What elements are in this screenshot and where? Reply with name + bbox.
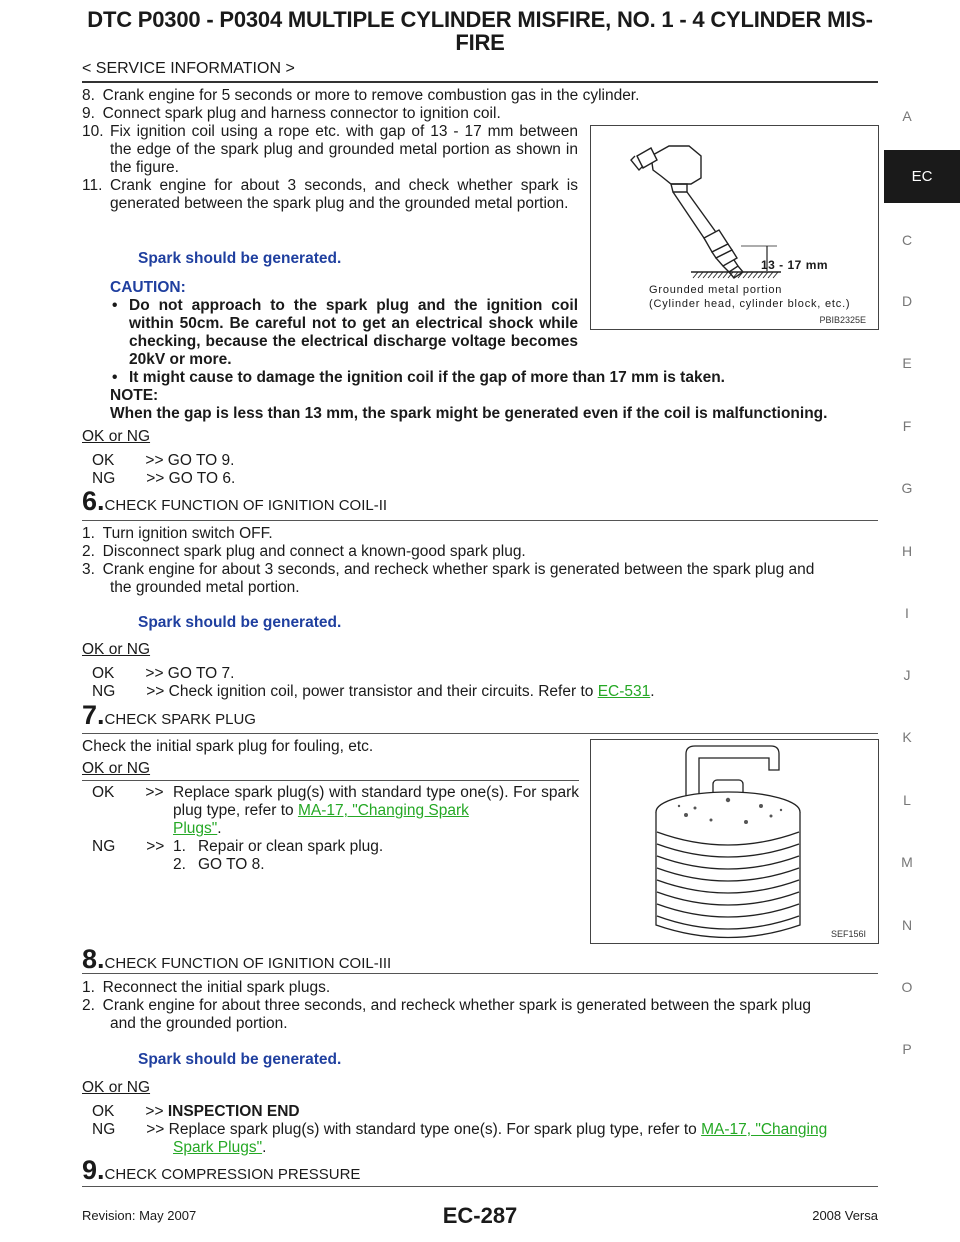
step5-caution-label: CAUTION: — [110, 279, 186, 296]
step8-ok-result — [92, 1103, 300, 1121]
step8-ok-label: OK >> — [92, 1103, 168, 1120]
step7-ok-label: OK >> — [92, 784, 164, 801]
step8-number: 8. — [82, 944, 105, 974]
step8-okng-label: OK or NG — [82, 1079, 151, 1096]
side-tab-ec-active[interactable]: EC — [884, 150, 960, 203]
step8-spark-requirement: Spark should be generated. — [138, 1051, 342, 1068]
gap-label: 13 - 17 mm — [761, 258, 829, 272]
step6-ng-result — [92, 683, 655, 701]
step9-heading — [82, 1155, 360, 1186]
page-number: EC-287 — [442, 1203, 518, 1228]
page-title — [0, 8, 960, 54]
step5-item11-num: 11. — [82, 177, 103, 194]
step9-title: CHECK COMPRESSION PRESSURE — [104, 1166, 361, 1183]
step6-item2: 2. Disconnect spark plug and connect a known-good spark plug. — [82, 543, 526, 560]
ignition-coil-figure — [590, 125, 879, 330]
step7-ng-label: NG >> — [92, 838, 165, 855]
step6-number: 6. — [82, 486, 105, 516]
step8-ng-end: . — [262, 1139, 267, 1156]
side-tab-k[interactable]: K — [902, 729, 912, 745]
step6-item1: 1. Turn ignition switch OFF. — [82, 525, 273, 542]
step5-caution1: Do not approach to the spark plug and the ignition coil within 50cm. Be careful not to get an electrical shock while checking, because the electrical discharge voltage becomes 20kV or more. — [129, 297, 578, 368]
step6-item3: 3. Crank engine for about 3 seconds, and recheck whether spark is generated between the spark plug and — [82, 561, 815, 578]
step7-heading — [82, 700, 256, 731]
figure-caption-line1: Grounded metal portion — [649, 284, 783, 296]
page-title-line1: DTC P0300 - P0304 MULTIPLE CYLINDER MISFIRE, NO. 1 - 4 CYLINDER MIS- — [87, 7, 873, 32]
step6-ng-end: . — [650, 683, 655, 700]
step5-item11: Crank engine for about 3 seconds, and check whether spark is generated between the spark plug and the grounded metal portion. — [110, 177, 578, 212]
step9-divider — [82, 1186, 878, 1187]
step5-item10: Fix ignition coil using a rope etc. with gap of 13 - 17 mm between the edge of the spark plug and grounded metal portion as shown in the figure. — [110, 123, 578, 176]
revision-date: Revision: May 2007 — [82, 1208, 197, 1223]
header-divider — [82, 81, 878, 83]
step5-note-label: NOTE: — [110, 387, 159, 404]
step9-number: 9. — [82, 1155, 105, 1185]
step7-ng-2: 2. GO TO 8. — [173, 856, 265, 873]
step6-item3-cont: the grounded metal portion. — [110, 579, 300, 596]
step6-divider — [82, 520, 878, 521]
figure-caption-line2: (Cylinder head, cylinder block, etc.) — [649, 298, 851, 310]
side-tab-e[interactable]: E — [902, 355, 912, 371]
ec-531-link[interactable]: EC-531 — [597, 683, 651, 700]
step8-heading — [82, 944, 391, 975]
step6-ok-result: OK >> GO TO 7. — [92, 665, 235, 682]
step7-ok-desc: Replace spark plug(s) with standard type one(s). For spark plug type, refer to — [173, 784, 579, 819]
step5-item9: 9. Connect spark plug and harness connector to ignition coil. — [82, 105, 501, 122]
step8-item2-cont: and the grounded portion. — [110, 1015, 288, 1032]
step5-note: When the gap is less than 13 mm, the spark might be generated even if the coil is malfunctioning. — [110, 405, 828, 422]
step8-ng-text: NG >> Replace spark plug(s) with standard type one(s). For spark plug type, refer to — [92, 1121, 702, 1138]
side-tab-d[interactable]: D — [901, 293, 913, 309]
ma-17-link[interactable]: MA-17, "Changing Spark — [297, 802, 469, 819]
step8-ng-result — [92, 1121, 878, 1139]
figure-id: SEF156I — [830, 929, 866, 939]
bullet-icon: • — [112, 369, 118, 386]
step7-divider — [82, 733, 878, 734]
side-tab-p[interactable]: P — [902, 1041, 912, 1057]
figure-id: PBIB2325E — [819, 315, 866, 325]
section-label: < SERVICE INFORMATION > — [82, 60, 295, 77]
step6-spark-requirement: Spark should be generated. — [138, 614, 342, 631]
step6-ng-text: NG >> Check ignition coil, power transistor and their circuits. Refer to — [92, 683, 598, 700]
step7-title: CHECK SPARK PLUG — [104, 711, 256, 728]
side-tab-g[interactable]: G — [901, 480, 913, 496]
spark-plug-figure — [590, 739, 879, 944]
step5-caution2: It might cause to damage the ignition coil if the gap of more than 17 mm is taken. — [129, 369, 725, 386]
ma-17-changing-link[interactable]: MA-17, "Changing — [701, 1121, 828, 1138]
side-tab-j[interactable]: J — [903, 667, 911, 683]
step8-ok-text: INSPECTION END — [167, 1103, 300, 1120]
side-tab-l[interactable]: L — [903, 792, 911, 808]
step6-title: CHECK FUNCTION OF IGNITION COIL-II — [104, 497, 388, 514]
step8-title: CHECK FUNCTION OF IGNITION COIL-III — [104, 955, 392, 972]
ma-17-changing-link-cont[interactable]: Spark Plugs" — [173, 1139, 263, 1156]
spark-plug-illustration — [591, 740, 878, 943]
page-title-line2: FIRE — [455, 30, 505, 55]
model-year: 2008 Versa — [812, 1208, 878, 1223]
side-tab-i[interactable]: I — [905, 605, 909, 621]
step5-okng-label: OK or NG — [82, 428, 151, 445]
step7-ok-text-cont — [173, 820, 222, 838]
step6-heading — [82, 486, 387, 517]
step7-text: Check the initial spark plug for fouling, etc. — [82, 738, 374, 755]
step5-ok-result: OK >> GO TO 9. — [92, 452, 235, 469]
step8-item1: 1. Reconnect the initial spark plugs. — [82, 979, 331, 996]
side-tab-h[interactable]: H — [901, 543, 913, 559]
side-tab-o[interactable]: O — [901, 979, 913, 995]
step5-ng-result: NG >> GO TO 6. — [92, 470, 236, 487]
step5-item8: 8. Crank engine for 5 seconds or more to remove combustion gas in the cylinder. — [82, 87, 640, 104]
step7-ok-end: . — [217, 820, 222, 837]
step7-number: 7. — [82, 700, 105, 730]
step7-ng-1: 1. Repair or clean spark plug. — [173, 838, 384, 855]
side-tab-f[interactable]: F — [902, 418, 912, 434]
step7-ok-text — [173, 784, 579, 820]
step8-divider — [82, 973, 878, 974]
step5-item10-num: 10. — [82, 123, 104, 140]
step5-spark-requirement: Spark should be generated. — [138, 250, 342, 267]
step7-okng-label: OK or NG — [82, 760, 151, 777]
side-tab-a[interactable]: A — [902, 108, 912, 124]
step7-result-divider — [82, 780, 579, 781]
ma-17-link-cont[interactable]: Plugs" — [173, 820, 218, 837]
side-tab-m[interactable]: M — [901, 854, 913, 870]
bullet-icon: • — [112, 297, 118, 314]
side-tab-c[interactable]: C — [901, 232, 913, 248]
step6-okng-label: OK or NG — [82, 641, 151, 658]
step8-item2: 2. Crank engine for about three seconds, and recheck whether spark is generated between the spark plug — [82, 997, 811, 1014]
side-tab-n[interactable]: N — [901, 917, 913, 933]
